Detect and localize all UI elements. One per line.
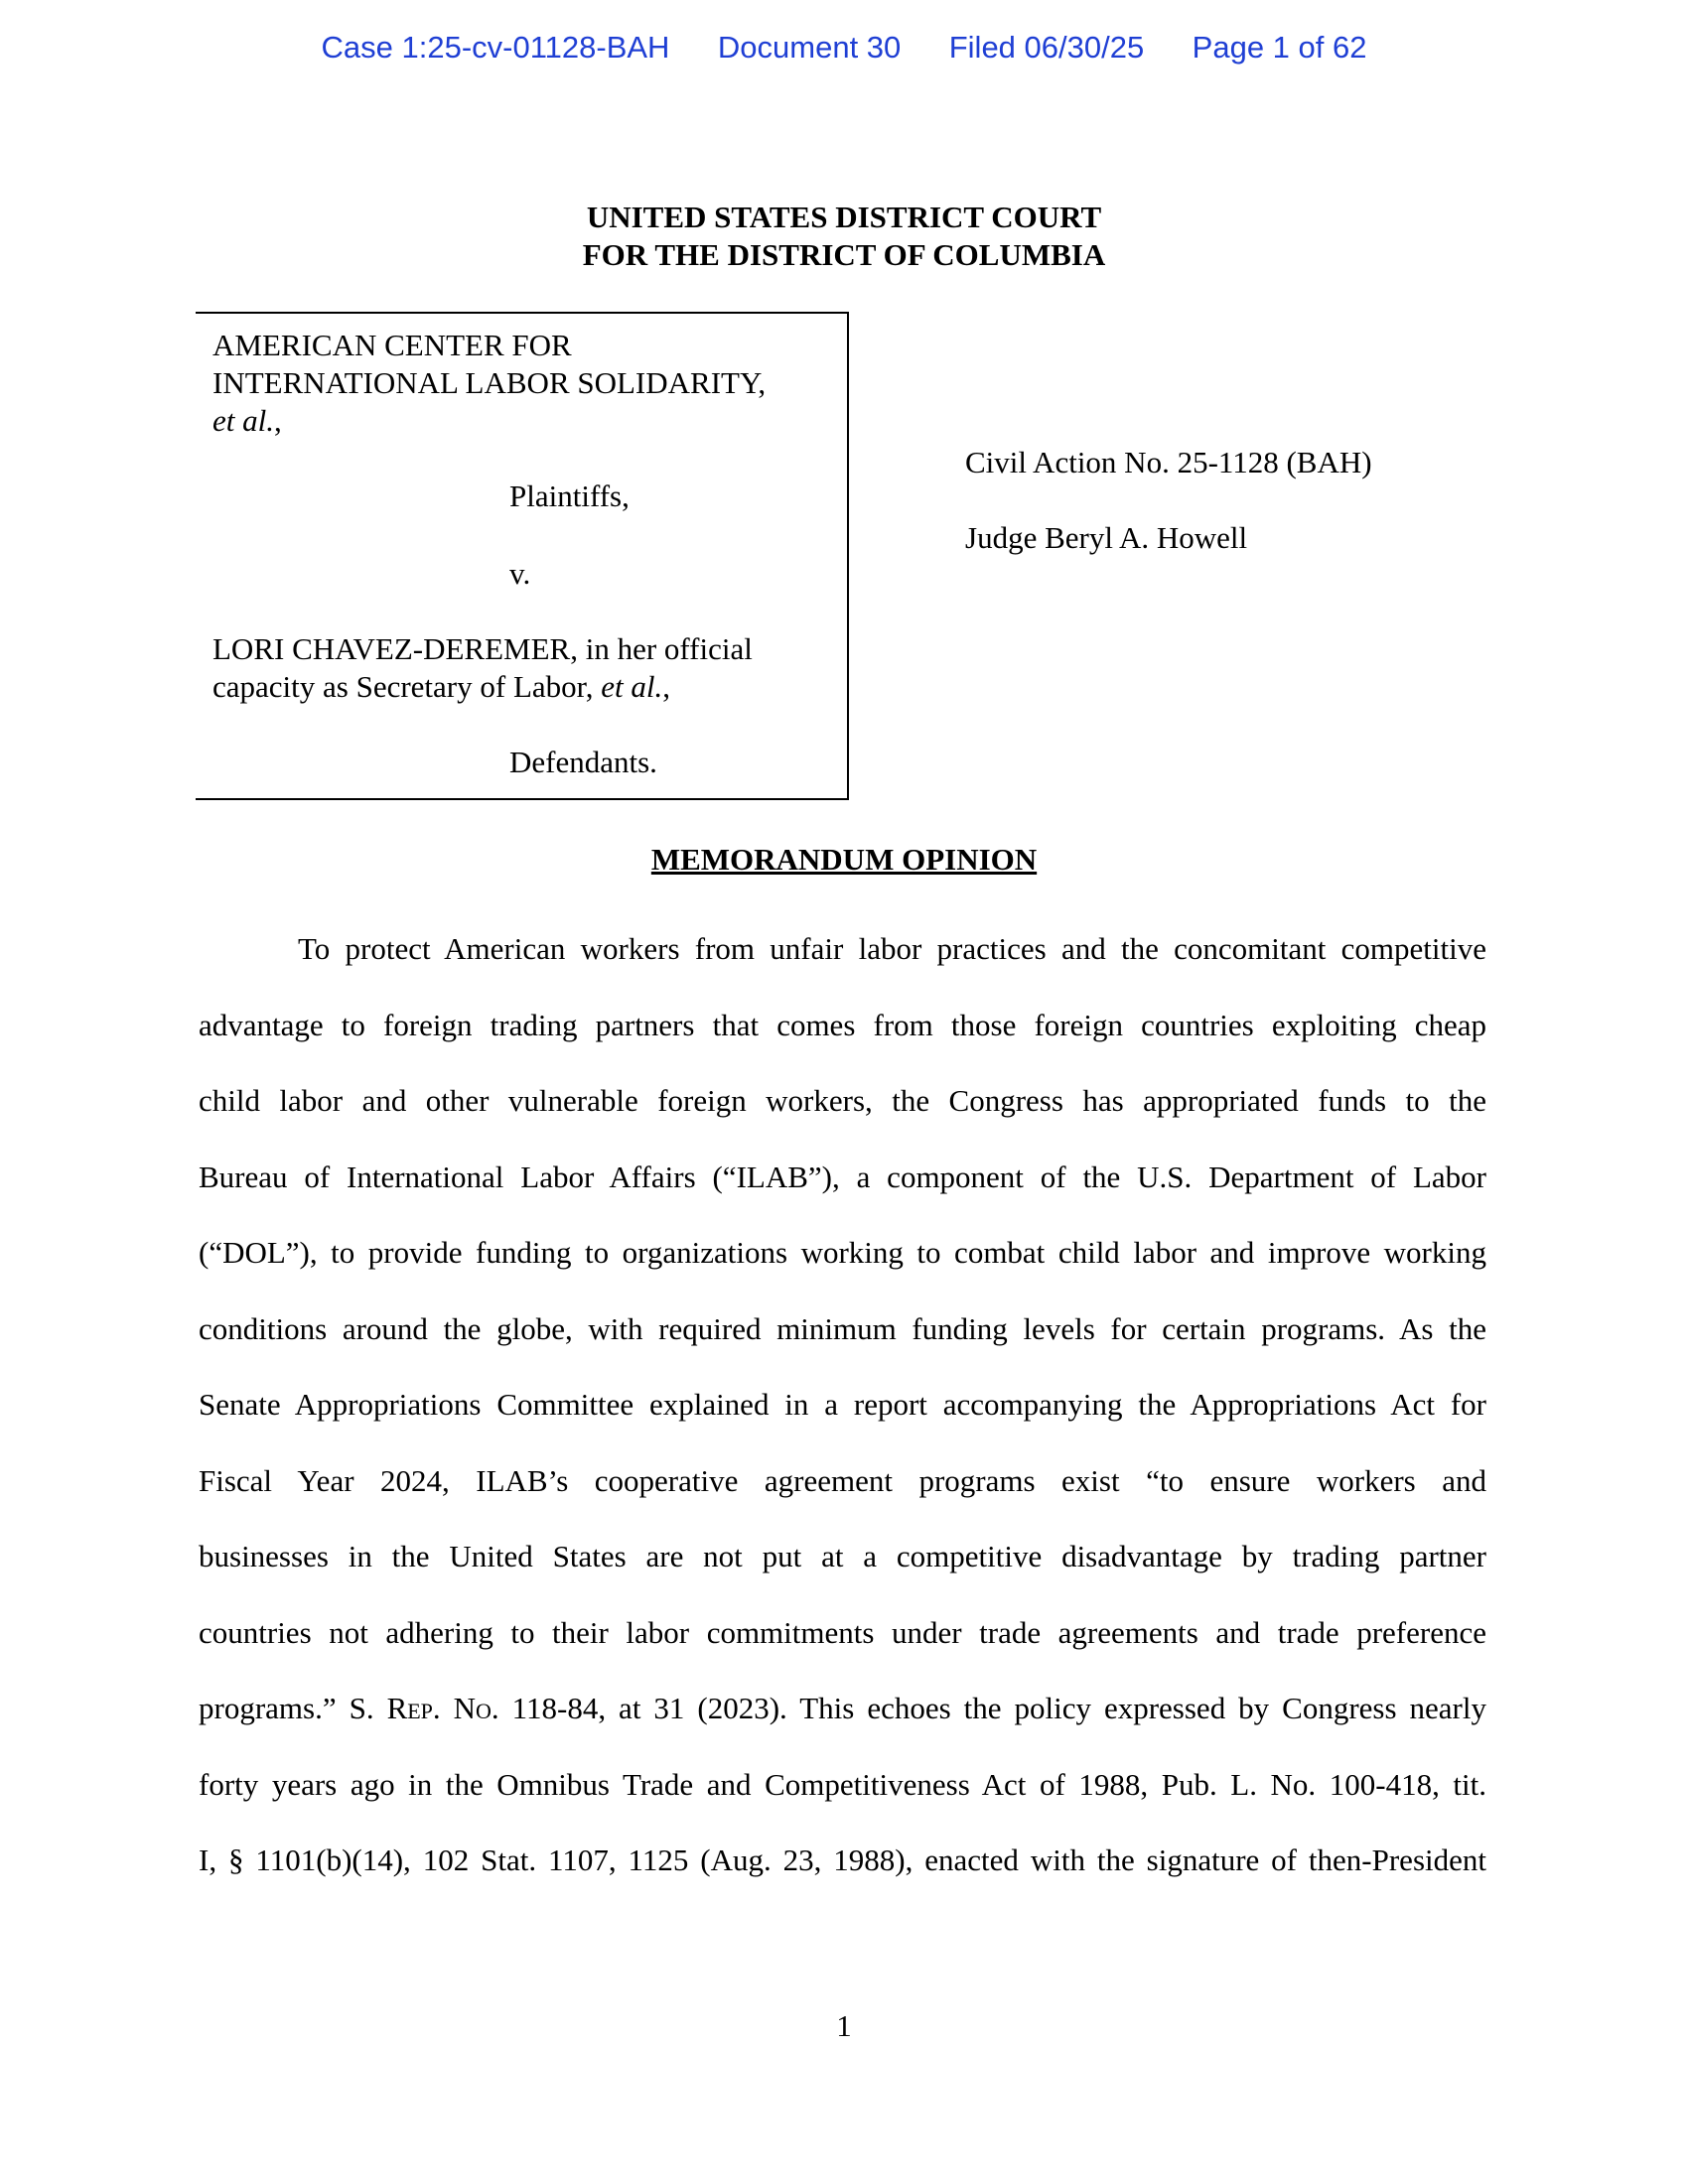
ecf-header xyxy=(0,30,1688,66)
defendant-et-al-comma: , xyxy=(662,669,670,704)
body-line: countries not adhering to their labor commitments under trade agreements and trade preference xyxy=(199,1614,1486,1650)
versus-label: v. xyxy=(509,556,531,591)
citation-pre: programs.” S. xyxy=(199,1691,374,1725)
body-line: forty years ago in the Omnibus Trade and Competitiveness Act of 1988, Pub. L. No. 100-418, tit. xyxy=(199,1766,1486,1802)
body-line: child labor and other vulnerable foreign workers, the Congress has appropriated funds to the xyxy=(199,1083,1486,1118)
court-heading-line2: FOR THE DISTRICT OF COLUMBIA xyxy=(582,237,1106,272)
defendant-name-line2 xyxy=(212,669,670,705)
body-line-citation xyxy=(199,1671,1486,1747)
body-line: To protect American workers from unfair labor practices and the concomitant competitive xyxy=(298,931,1486,966)
plaintiff-name-line2: INTERNATIONAL LABOR SOLIDARITY, xyxy=(212,365,767,400)
ecf-page-count: Page 1 of 62 xyxy=(1192,30,1367,65)
plaintiff-name-line1: AMERICAN CENTER FOR xyxy=(212,328,572,362)
citation-post: 118-84, at 31 (2023). This echoes the policy expressed by Congress nearly xyxy=(511,1691,1486,1725)
body-line: Bureau of International Labor Affairs (“ILAB”), a component of the U.S. Department of Labor xyxy=(199,1159,1486,1194)
defendant-name-line1: LORI CHAVEZ-DEREMER, in her official xyxy=(212,631,753,666)
court-heading xyxy=(0,199,1688,274)
body-line: conditions around the globe, with required minimum funding levels for certain programs. As the xyxy=(199,1310,1486,1346)
defendant-et-al-text: et al. xyxy=(601,669,663,704)
plaintiffs-label: Plaintiffs, xyxy=(509,478,630,513)
document-title: MEMORANDUM OPINION xyxy=(650,842,1038,877)
body-line: Fiscal Year 2024, ILAB’s cooperative agreement programs exist “to ensure workers and xyxy=(199,1462,1486,1498)
body-line: businesses in the United States are not put at a competitive disadvantage by trading partner xyxy=(199,1539,1486,1573)
body-line: Senate Appropriations Committee explained in a report accompanying the Appropriations Act for xyxy=(199,1387,1486,1422)
plaintiff-et-al xyxy=(212,403,282,439)
civil-action-number: Civil Action No. 25-1128 (BAH) xyxy=(965,445,1372,479)
page-number: 1 xyxy=(836,2008,852,2043)
court-heading-line1: UNITED STATES DISTRICT COURT xyxy=(586,200,1102,234)
opinion-body xyxy=(199,911,1486,1899)
defendant-capacity-text: capacity as Secretary of Labor, xyxy=(212,669,594,704)
ecf-filed-date: Filed 06/30/25 xyxy=(948,30,1145,65)
ecf-case-number: Case 1:25-cv-01128-BAH xyxy=(321,30,670,65)
ecf-document-number: Document 30 xyxy=(717,30,902,65)
judge-name: Judge Beryl A. Howell xyxy=(965,520,1248,555)
plaintiff-et-al-comma: , xyxy=(274,403,282,438)
plaintiff-et-al-text: et al. xyxy=(212,403,274,438)
body-line: advantage to foreign trading partners that comes from those foreign countries exploiting cheap xyxy=(199,1007,1486,1042)
body-line: (“DOL”), to provide funding to organizations working to combat child labor and improve working xyxy=(199,1235,1486,1270)
citation-reporter: Rep. No. xyxy=(386,1691,499,1725)
defendants-label: Defendants. xyxy=(509,745,657,779)
body-line: I, § 1101(b)(14), 102 Stat. 1107, 1125 (Aug. 23, 1988), enacted with the signature of then-President xyxy=(199,1843,1486,1877)
